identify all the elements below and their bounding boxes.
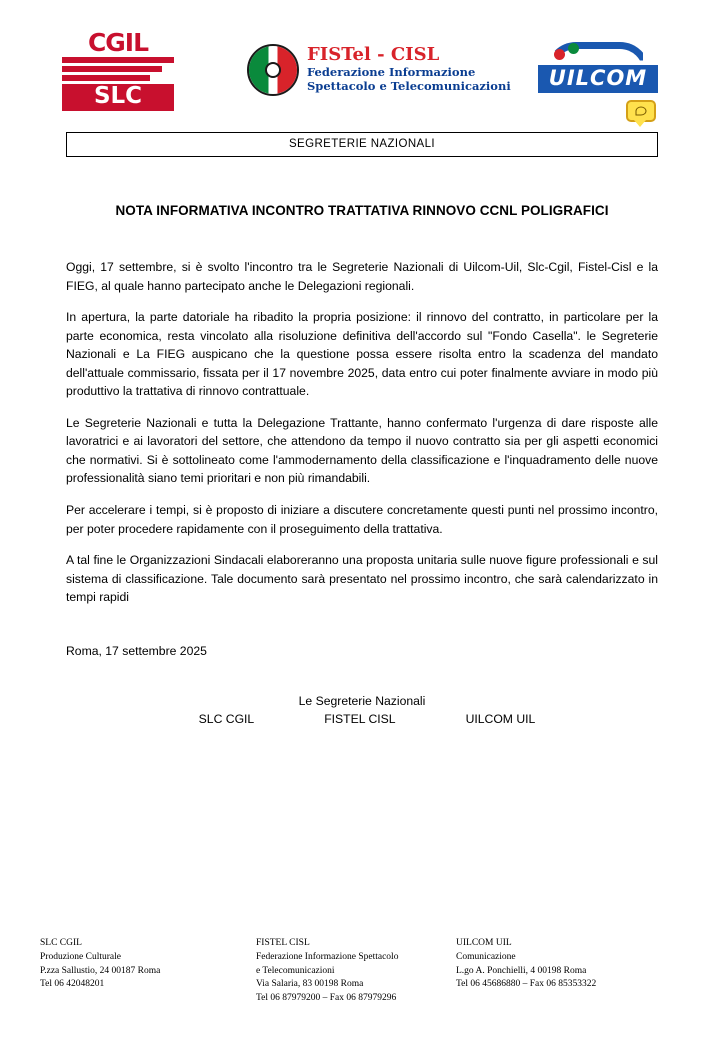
paragraph-2: In apertura, la parte datoriale ha ribadito la propria posizione: il rinnovo del contratto, in particolare per la parte economica, resta vincolato alla risoluzione definitiva dell'accordo sul "Fondo Casella". le Segreterie Nazionali e La FIEG auspicano che la questione possa essere risolta entro la scadenza del mandato dell'attuale commissario, fissata per il 17 novembre 2025, data entro cui poter finalmente avviare in modo più produttivo la trattativa di rinnovo contrattuale. bbox=[66, 310, 658, 399]
footer-uilcom-line1: Comunicazione bbox=[456, 951, 516, 962]
uil-swoosh-icon bbox=[538, 40, 658, 64]
footer-fistel-line3: Via Salaria, 83 00198 Roma bbox=[256, 979, 364, 990]
logo-header bbox=[66, 22, 658, 118]
slc-wordmark: SLC bbox=[62, 84, 174, 111]
footer-col-fistel-cisl bbox=[256, 937, 456, 1006]
speech-bubble-icon bbox=[626, 100, 656, 122]
signature-uilcom-uil: UILCOM UIL bbox=[465, 711, 536, 726]
footer-fistel-line4: Tel 06 87979200 – Fax 06 87979296 bbox=[256, 993, 397, 1004]
paragraph-3: Le Segreterie Nazionali e tutta la Delegazione Trattante, hanno confermato l'urgenza di dare risposte alle lavoratrici e ai lavoratori del settore, che attendono da tempo il nuovo contratto sia per gli aspetti economici che normativi. Si è sottolineato come l'ammodernamento della classificazione e l'inquadramento delle nuove professionalità siano temi prioritari e non più rimandabili. bbox=[66, 415, 658, 486]
signature-slc-cgil: SLC CGIL bbox=[198, 711, 255, 726]
footer-col-slc-cgil bbox=[40, 937, 256, 1006]
document-body bbox=[66, 258, 658, 607]
fistel-subtitle-line1: Federazione Informazione bbox=[307, 65, 476, 80]
paragraph-1: Oggi, 17 settembre, si è svolto l'incontro tra le Segreterie Nazionali di Uilcom-Uil, Slc-Cgil, Fistel-Cisl e la FIEG, al quale hanno partecipato anche le Delegazioni regionali. bbox=[66, 260, 658, 293]
footer-fistel-line1: Federazione Informazione Spettacolo bbox=[256, 951, 399, 962]
cgil-wordmark: CGIL bbox=[87, 28, 149, 57]
cgil-bars-icon bbox=[62, 57, 174, 81]
document-footer bbox=[40, 937, 684, 1006]
signature-names bbox=[66, 712, 658, 726]
paragraph-5: A tal fine le Organizzazioni Sindacali elaboreranno una proposta unitaria sulle nuove figure professionali e sul sistema di classificazione. Tale documento sarà presentato nel prossimo incontro, che sarà calendarizzato in tempi rapidi bbox=[66, 553, 658, 605]
footer-uilcom-line3: Tel 06 45686880 – Fax 06 85353322 bbox=[456, 979, 597, 990]
footer-uilcom-name: UILCOM UIL bbox=[456, 938, 512, 949]
footer-uilcom-line2: L.go A. Ponchielli, 4 00198 Roma bbox=[456, 965, 587, 976]
slc-cgil-logo bbox=[62, 30, 174, 111]
place-and-date: Roma, 17 settembre 2025 bbox=[66, 643, 207, 658]
footer-slc-line3: Tel 06 42048201 bbox=[40, 979, 105, 990]
uilcom-wordmark: UILCOM bbox=[538, 65, 658, 93]
page-title: NOTA INFORMATIVA INCONTRO TRATTATIVA RINNOVO CCNL POLIGRAFICI bbox=[115, 203, 609, 218]
banner-segreterie-nazionali: SEGRETERIE NAZIONALI bbox=[66, 132, 658, 157]
fistel-emblem-icon bbox=[247, 44, 299, 96]
footer-slc-name: SLC CGIL bbox=[40, 938, 82, 949]
signature-heading: Le Segreterie Nazionali bbox=[298, 693, 426, 708]
fistel-title: FISTel - CISL bbox=[307, 44, 440, 66]
document-page bbox=[0, 22, 724, 1046]
paragraph-4: Per accelerare i tempi, si è proposto di iniziare a discutere concretamente questi punti nel prossimo incontro, per poter procedere rapidamente con il proseguimento della trattativa. bbox=[66, 503, 658, 536]
footer-fistel-line2: e Telecomunicazioni bbox=[256, 965, 335, 976]
footer-fistel-name: FISTEL CISL bbox=[256, 938, 310, 949]
signature-fistel-cisl: FISTEL CISL bbox=[324, 711, 396, 726]
fistel-subtitle-line2: Spettacolo e Telecomunicazioni bbox=[307, 79, 511, 94]
footer-col-uilcom-uil bbox=[456, 937, 676, 1006]
fistel-cisl-logo bbox=[247, 44, 511, 96]
uilcom-uil-logo bbox=[538, 40, 658, 93]
footer-slc-line1: Produzione Culturale bbox=[40, 951, 121, 962]
footer-slc-line2: P.zza Sallustio, 24 00187 Roma bbox=[40, 965, 161, 976]
